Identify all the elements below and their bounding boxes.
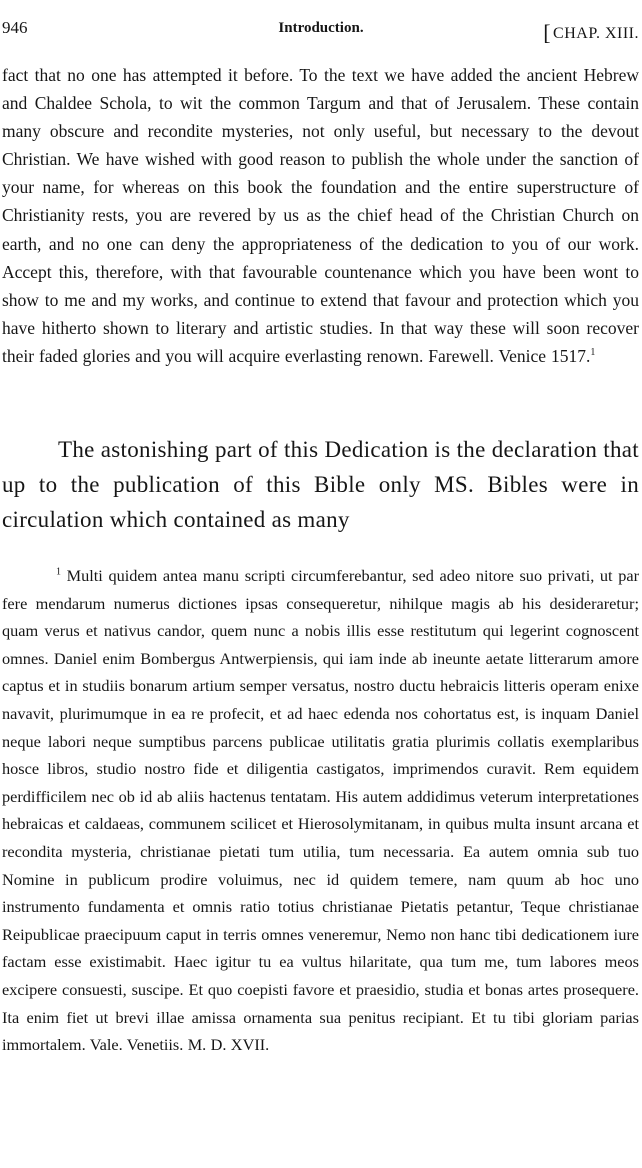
running-title: Introduction. xyxy=(278,20,364,36)
footnote-text: Multi quidem antea manu scripti circumferebantur, sed adeo nitore suo privati, ut par fere mendarum numerus dictiones ipsas consequeretur, nihilque magis ab his desideraretur; quam verus et nativus candor, quem nunc a nobis illis esse restitutum qui legerint cognoscent omnes. Daniel enim Bombergus Antwerpiensis, qui iam inde ab ineunte aetate litterarum amore captus et in studiis bonarum artium semper versatus, nostro ductu hebraicis litteris operam enixe navavit, plurimumque in ea re profecit, et ad haec edenda nos cohortatus est, is inquam Daniel neque labori neque sumptibus parcens publicae utilitatis gratia plurimis collatis exemplaribus hosce libros, studio nostro fide et diligentia castigatos, imprimendos curavit. Rem equidem perdifficilem nec ob id ab aliis hactenus tentatam. His autem addidimus veterum interpretationes hebraicas et caldaeas, communem scilicet et Hierosolymitanam, in quibus multa insunt arcana et recondita mysteria, christianae pietati tum utilia, tum necessaria. Ea autem omnia sub tuo Nomine in publicum prodire voluimus, nec id quidem temere, nam quum ab hoc uno instrumento fundamenta et omnis ratio totius christianae Pietatis petantur, Teque christianae Reipublicae praecipuum caput in terris omnes veneremur, Nemo non hanc tibi dedicationem iure factam esse existimabit. Haec igitur tu ea vultus hilaritate, qua tum me, tum labores meos excipere consuesti, suscipe. Et quo coepisti favore et praesidio, studia et bonas artes prosequere. Ita enim fiet ut brevi illae amissa ornamenta sua penitus recipiant. Et tu tibi gloriam parias immortalem. Vale. Venetiis. M. D. XVII. xyxy=(2,566,639,1055)
page-header xyxy=(0,18,642,44)
dedication-paragraph xyxy=(2,61,639,370)
footnote xyxy=(2,562,639,1059)
footnote-marker: 1 xyxy=(56,566,61,578)
commentary-paragraph: The astonishing part of this Dedication is the declaration that up to the publication of this Bible only MS. Bibles were in circulation which contained as many xyxy=(2,437,639,532)
chapter-reference xyxy=(543,18,639,44)
chapter-label: CHAP. XIII. xyxy=(553,25,639,42)
bracket-glyph: [ xyxy=(543,20,552,45)
footnote-reference: 1 xyxy=(590,347,596,359)
dedication-text: fact that no one has attempted it before. To the text we have added the ancient Hebrew and Chaldee Schola, to wit the common Targum and that of Jerusalem. These contain many obscure and recondite mysteries, not only useful, but necessary to the devout Christian. We have wished with good reason to publish the whole under the sanction of your name, for whereas on this book the foundation and the entire superstructure of Christianity rests, you are revered by us as the chief head of the Christian Church on earth, and no one can deny the appropriateness of the dedication to you of our work. Accept this, therefore, with that favourable countenance which you have been wont to show to me and my works, and continue to extend that favour and protection which you have hitherto shown to literary and artistic studies. In that way these will soon recover their faded glories and you will acquire everlasting renown. Farewell. Venice 1517. xyxy=(2,65,639,366)
page-number: 946 xyxy=(2,18,28,37)
